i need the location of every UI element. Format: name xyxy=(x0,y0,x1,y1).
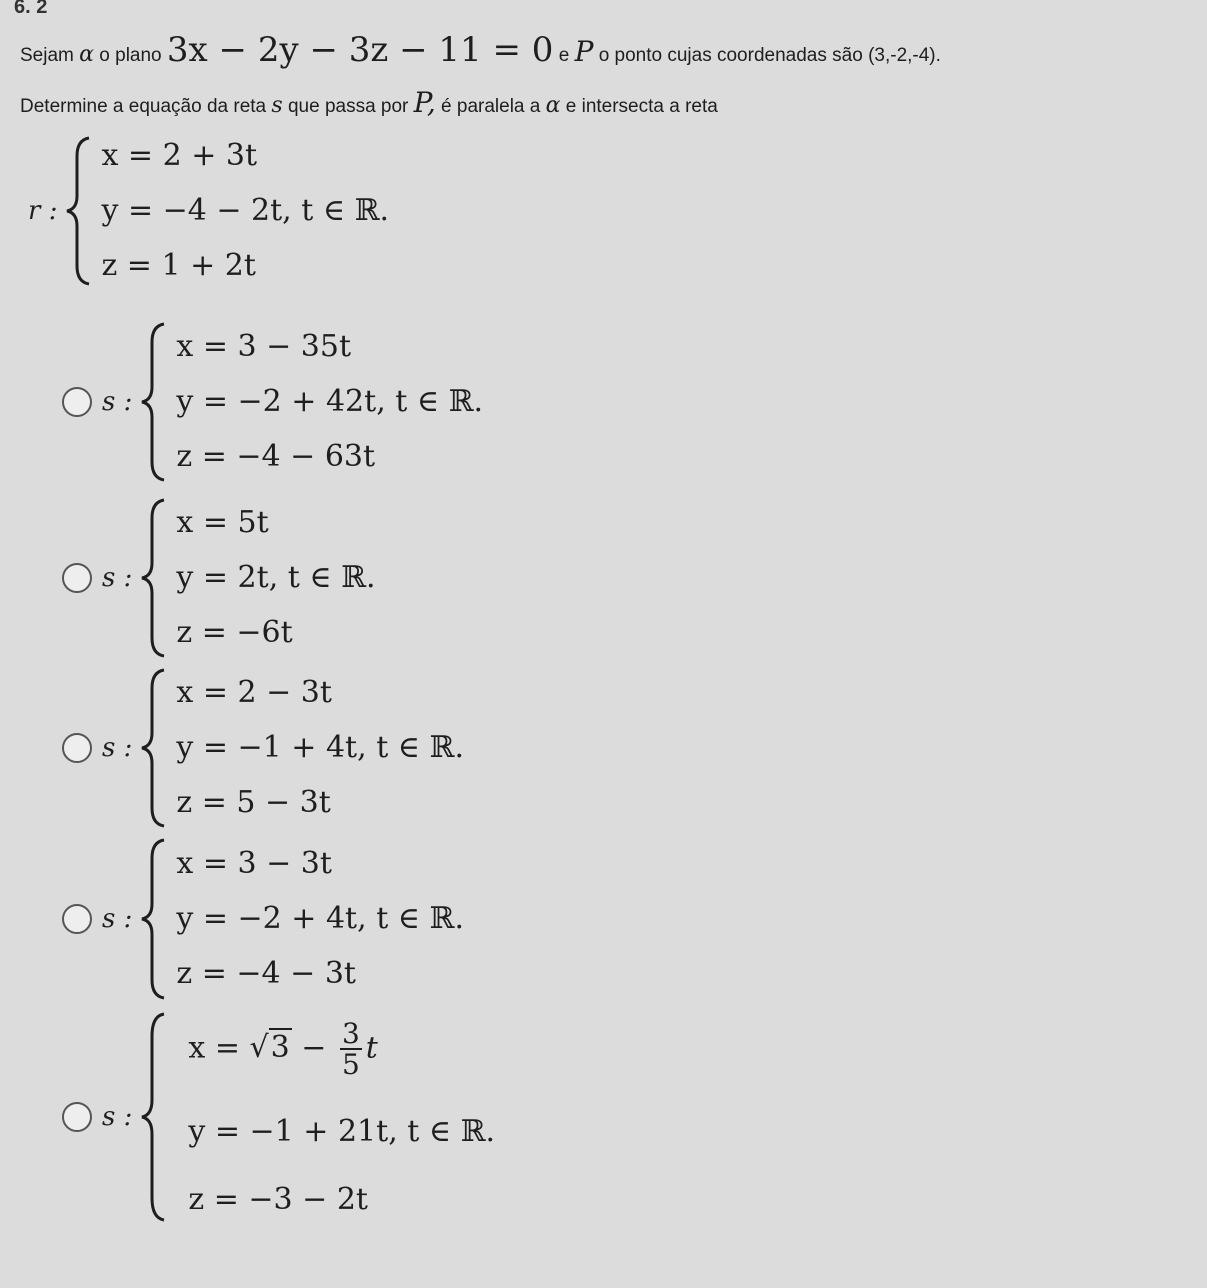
option-a-z: z = −4 − 63t xyxy=(176,439,376,474)
line-s-symbol: s xyxy=(271,93,283,118)
option-e[interactable] xyxy=(62,1012,495,1222)
option-label: s : xyxy=(102,904,133,934)
question-number: 6. 2 xyxy=(14,0,48,18)
text: e xyxy=(558,45,570,66)
option-c-z: z = 5 − 3t xyxy=(176,785,331,820)
text: o plano xyxy=(99,45,162,66)
option-c[interactable] xyxy=(62,668,464,828)
option-label: s : xyxy=(102,733,133,763)
left-brace-icon xyxy=(65,136,93,286)
option-b-z: z = −6t xyxy=(176,615,293,650)
r-param: t ∈ ℝ. xyxy=(301,193,390,228)
text: e intersecta a reta xyxy=(565,96,718,117)
option-d-y: y = −2 + 4t, t ∈ ℝ. xyxy=(176,901,465,936)
line-r-system xyxy=(28,136,389,286)
option-e-x: x = √3 − $\frac{3}{5}$ t xyxy=(188,1017,378,1082)
text: é paralela a xyxy=(441,96,541,117)
text: que passa por xyxy=(287,96,409,117)
r-y-equation: y = −4 − 2t, t ∈ ℝ. xyxy=(101,193,390,228)
plane-equation: 3x − 2y − 3z − 11 = 0 xyxy=(166,30,554,70)
left-brace-icon xyxy=(140,838,168,1000)
option-a-radio[interactable] xyxy=(62,387,92,417)
option-c-radio[interactable] xyxy=(62,733,92,763)
option-b-x: x = 5t xyxy=(176,505,269,540)
text: Determine a equação da reta xyxy=(20,96,267,117)
option-b-y: y = 2t, t ∈ ℝ. xyxy=(176,560,376,595)
fraction: $\frac{3}{5}$ xyxy=(341,1017,360,1082)
option-b-radio[interactable] xyxy=(62,563,92,593)
point-coordinates: (3,-2,-4). xyxy=(868,45,941,66)
option-d-x: x = 3 − 3t xyxy=(176,846,332,881)
option-label: s : xyxy=(102,563,133,593)
line-r-label: r : xyxy=(28,196,58,226)
point-symbol: P xyxy=(574,35,594,68)
option-d[interactable] xyxy=(62,838,464,1000)
option-e-z: z = −3 − 2t xyxy=(188,1182,368,1217)
option-e-radio[interactable] xyxy=(62,1102,92,1132)
left-brace-icon xyxy=(140,1012,168,1222)
left-brace-icon xyxy=(140,322,168,482)
r-z-equation: z = 1 + 2t xyxy=(101,248,256,283)
point-symbol: P, xyxy=(413,86,436,119)
statement-line-2 xyxy=(20,86,718,119)
option-c-x: x = 2 − 3t xyxy=(176,675,332,710)
option-a-y: y = −2 + 42t, t ∈ ℝ. xyxy=(176,384,484,419)
left-brace-icon xyxy=(140,668,168,828)
option-label: s : xyxy=(102,387,133,417)
text: o ponto cujas coordenadas são xyxy=(598,45,863,66)
statement-line-1 xyxy=(20,30,941,70)
option-a[interactable] xyxy=(62,322,483,482)
option-b[interactable] xyxy=(62,498,376,658)
r-x-equation: x = 2 + 3t xyxy=(101,138,258,173)
alpha-symbol: α xyxy=(79,42,94,67)
alpha-symbol: α xyxy=(545,93,561,118)
option-label: s : xyxy=(102,1102,133,1132)
option-d-radio[interactable] xyxy=(62,904,92,934)
text: Sejam xyxy=(20,45,74,66)
option-a-x: x = 3 − 35t xyxy=(176,329,352,364)
option-c-y: y = −1 + 4t, t ∈ ℝ. xyxy=(176,730,465,765)
sqrt-symbol: √3 xyxy=(249,1030,290,1066)
left-brace-icon xyxy=(140,498,168,658)
option-d-z: z = −4 − 3t xyxy=(176,956,356,991)
option-e-y: y = −1 + 21t, t ∈ ℝ. xyxy=(188,1114,496,1150)
